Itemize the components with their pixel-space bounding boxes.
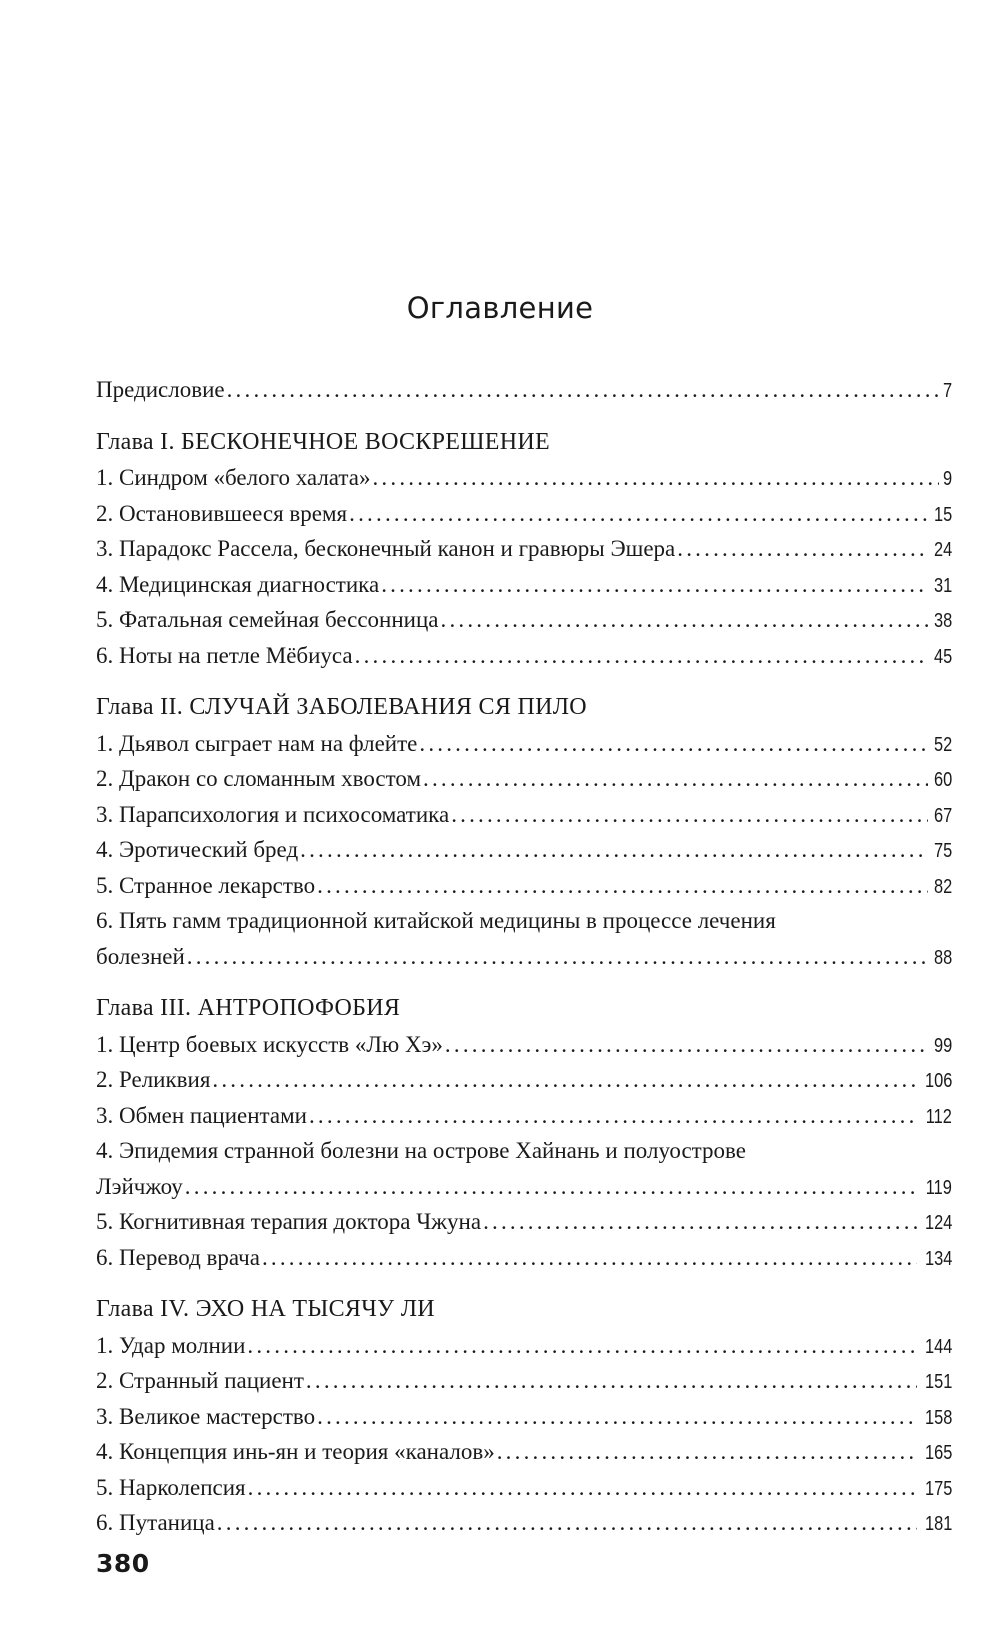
toc-entry — [96, 1470, 952, 1506]
dot-leader — [381, 567, 928, 603]
toc-entry-page: 82 — [933, 875, 952, 898]
toc-entry-label: 2. Остановившееся время — [96, 500, 348, 526]
toc-entry-label: Лэйчжоу — [96, 1173, 183, 1199]
dot-leader — [372, 460, 938, 496]
toc-entry-label: 3. Парадокс Рассела, бесконечный канон и гравюры Эшера — [96, 536, 676, 561]
dot-leader — [317, 1399, 917, 1435]
toc-entry-page: 24 — [933, 539, 952, 561]
toc-entry-label: 2. Реликвия — [96, 1067, 211, 1092]
toc-entry-page: 119 — [925, 1176, 952, 1199]
toc-entry-page: 9 — [942, 468, 952, 490]
table-of-contents — [96, 372, 952, 1541]
chapter-3 — [96, 991, 952, 1275]
dot-leader — [248, 1470, 917, 1506]
chapter-heading: Глава IV. ЭХО НА ТЫСЯЧУ ЛИ — [96, 1296, 435, 1322]
dot-leader — [677, 531, 927, 567]
toc-entry — [96, 726, 952, 762]
toc-entry-page: 15 — [933, 503, 952, 526]
dot-leader — [185, 1169, 918, 1205]
toc-entry — [96, 761, 952, 797]
toc-entry-label: 1. Центр боевых искусств «Лю Хэ» — [96, 1031, 443, 1057]
toc-entry-label: 6. Перевод врача — [96, 1244, 260, 1270]
toc-entry-label: 2. Странный пациент — [96, 1368, 304, 1393]
chapter-heading: Глава III. АНТРОПОФОБИЯ — [96, 995, 401, 1021]
toc-entry-page: 99 — [933, 1034, 952, 1057]
dot-leader — [451, 797, 928, 833]
toc-entry — [96, 496, 952, 532]
dot-leader — [300, 832, 928, 868]
toc-entry-page: 158 — [924, 1406, 952, 1429]
toc-entry-label: 5. Когнитивная терапия доктора Чжуна — [96, 1209, 482, 1234]
toc-entry-page: 45 — [933, 645, 952, 668]
toc-entry — [96, 1062, 952, 1098]
dot-leader — [419, 726, 927, 762]
chapter-4 — [96, 1292, 952, 1541]
toc-entry-label: 1. Дьявол сыграет нам на флейте — [96, 730, 418, 756]
toc-entry-label: 3. Парапсихология и психосоматика — [96, 801, 450, 827]
toc-entry-label-line1: 4. Эпидемия странной болезни на острове Хайнань и полуострове — [96, 1138, 746, 1163]
toc-entry-page: 60 — [933, 769, 952, 791]
toc-entry-label: 1. Синдром «белого халата» — [96, 465, 371, 490]
toc-entry-label: 4. Медицинская диагностика — [96, 571, 380, 597]
toc-entry — [96, 797, 952, 833]
dot-leader — [349, 496, 928, 532]
toc-entry-page: 124 — [924, 1212, 952, 1234]
dot-leader — [212, 1062, 916, 1098]
chapter-heading: Глава II. СЛУЧАЙ ЗАБОЛЕВАНИЯ СЯ ПИЛО — [96, 694, 587, 720]
toc-entry — [96, 1027, 952, 1063]
toc-entry — [96, 868, 952, 904]
toc-entry — [96, 1363, 952, 1399]
toc-entry — [96, 1328, 952, 1364]
toc-entry — [96, 567, 952, 603]
dot-leader — [441, 602, 928, 638]
toc-entry-label: болезней — [96, 943, 185, 969]
toc-entry-page: 31 — [933, 574, 952, 597]
toc-entry — [96, 832, 952, 868]
chapter-1 — [96, 425, 952, 674]
toc-entry-label: 1. Удар молнии — [96, 1332, 246, 1358]
dot-leader — [483, 1204, 917, 1240]
toc-entry — [96, 1399, 952, 1435]
toc-entry-page: 88 — [933, 946, 952, 969]
page-title: Оглавление — [406, 291, 594, 325]
toc-entry-label: 3. Великое мастерство — [96, 1403, 316, 1429]
toc-entry — [96, 1098, 952, 1134]
dot-leader — [497, 1434, 917, 1470]
dot-leader — [217, 1505, 917, 1541]
toc-entry — [96, 531, 952, 567]
toc-entry-page: 112 — [925, 1105, 952, 1128]
dot-leader — [317, 868, 928, 904]
toc-entry — [96, 1204, 952, 1240]
toc-entry-page: 106 — [924, 1070, 952, 1092]
toc-entry-page: 151 — [924, 1371, 952, 1393]
toc-entry-page: 52 — [933, 733, 952, 756]
toc-entry-page: 7 — [942, 380, 952, 402]
toc-entry-page: 175 — [924, 1477, 952, 1500]
page-number: 380 — [96, 1549, 150, 1578]
toc-entry-label: Предисловие — [96, 377, 225, 402]
toc-entry-page: 144 — [924, 1335, 952, 1358]
toc-entry-label: 4. Эротический бред — [96, 837, 299, 862]
dot-leader — [227, 372, 939, 408]
toc-entry-preface — [96, 372, 952, 408]
toc-entry-label: 2. Дракон со сломанным хвостом — [96, 766, 421, 791]
toc-entry-page: 181 — [924, 1513, 952, 1535]
toc-entry-label: 5. Нарколепсия — [96, 1474, 246, 1500]
toc-entry-label: 5. Фатальная семейная бессонница — [96, 607, 439, 632]
chapter-2 — [96, 690, 952, 974]
toc-entry-label: 3. Обмен пациентами — [96, 1102, 307, 1128]
dot-leader — [355, 638, 928, 674]
dot-leader — [262, 1240, 917, 1276]
toc-entry-label-line1: 6. Пять гамм традиционной китайской медицины в процессе лечения — [96, 908, 776, 933]
toc-entry — [96, 602, 952, 638]
toc-entry — [96, 939, 952, 975]
dot-leader — [309, 1098, 918, 1134]
dot-leader — [423, 761, 928, 797]
toc-entry-label: 5. Странное лекарство — [96, 872, 316, 898]
dot-leader — [187, 939, 928, 975]
toc-entry-label: 6. Ноты на петле Мёбиуса — [96, 642, 353, 668]
toc-entry-page: 165 — [924, 1442, 952, 1464]
toc-entry-page: 134 — [924, 1247, 952, 1270]
dot-leader — [306, 1363, 917, 1399]
toc-entry-label: 4. Концепция инь-ян и теория «каналов» — [96, 1439, 495, 1464]
toc-entry — [96, 460, 952, 496]
dot-leader — [247, 1328, 916, 1364]
toc-entry — [96, 638, 952, 674]
toc-entry-label: 6. Путаница — [96, 1510, 215, 1535]
toc-entry — [96, 1240, 952, 1276]
chapter-heading: Глава I. БЕСКОНЕЧНОЕ ВОСКРЕШЕНИЕ — [96, 428, 550, 455]
dot-leader — [445, 1027, 928, 1063]
toc-entry-page: 75 — [933, 840, 952, 862]
toc-entry — [96, 1505, 952, 1541]
toc-entry-page: 67 — [933, 804, 952, 827]
toc-entry-page: 38 — [933, 610, 952, 632]
toc-entry — [96, 1434, 952, 1470]
toc-entry — [96, 1169, 952, 1205]
